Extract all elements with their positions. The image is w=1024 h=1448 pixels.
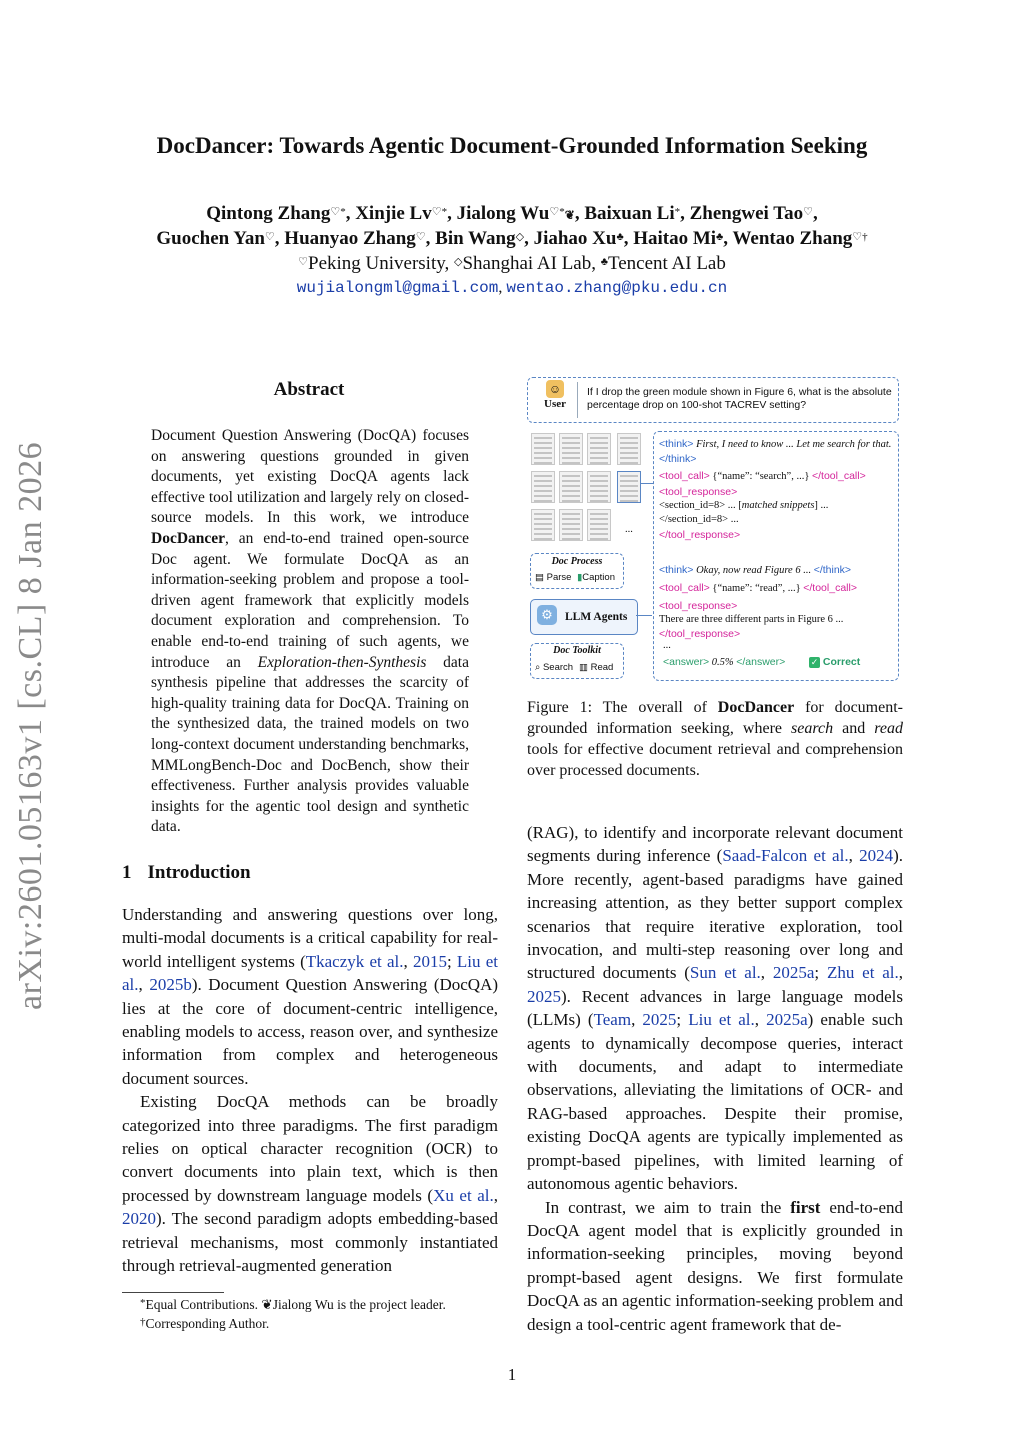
emails: wujialongml@gmail.com, wentao.zhang@pku.edu.cn xyxy=(296,279,728,297)
robot-icon: ⚙ xyxy=(537,605,557,625)
citation-link[interactable]: Zhu et al., 2025 xyxy=(527,963,903,1006)
author: Xinjie Lv♡* xyxy=(355,203,448,224)
footnote-corresponding: †Corresponding Author. xyxy=(140,1316,270,1331)
author: Haitao Mi♣ xyxy=(633,228,724,249)
trace-answer: <answer> 0.5% </answer> xyxy=(663,656,786,668)
citation-link[interactable]: Xu et al., 2020 xyxy=(122,1185,498,1229)
doc-process-label: Doc Process xyxy=(551,556,603,567)
user-question: If I drop the green module shown in Figure 6, what is the absolute percentage drop on 100-shot TACREV setting? xyxy=(587,386,892,411)
footnote-rule xyxy=(122,1292,224,1293)
authors-line-1: Qintong Zhang♡*, Xinjie Lv♡*, Jialong Wu♡*❦, Baixuan Li*, Zhengwei Tao♡, xyxy=(206,203,818,224)
parse-tool: ▤ Parse xyxy=(535,572,572,583)
author: Qintong Zhang♡* xyxy=(206,203,346,224)
citation-link[interactable]: Sun et al., 2025a xyxy=(689,963,815,983)
user-block: ☺ User xyxy=(544,382,566,410)
correct-badge: ✓ Correct xyxy=(810,656,861,668)
citation-link[interactable]: Saad-Falcon et al., 2024 xyxy=(722,846,894,866)
abstract-heading: Abstract xyxy=(273,379,345,400)
citation-link[interactable]: Liu et al., 2025a xyxy=(688,1010,808,1030)
section-heading: 1 Introduction xyxy=(122,862,251,883)
leaf-icon: ❦ xyxy=(261,1297,273,1312)
document-icon: ▤ xyxy=(535,572,544,583)
author: Jialong Wu♡*❦ xyxy=(456,203,575,224)
check-icon: ✓ xyxy=(810,657,819,667)
trace-call-1: <tool_call> {“name”: “search”, ...} </tool_call> xyxy=(659,470,866,482)
abstract-body: Document Question Answering (DocQA) focuses on answering questions grounded in given documents, yet existing DocQA agents lack effective tool utilization and largely rely on closed-source models. In this work, we introduce DocDancer, an end-to-end trained open-source Doc agent. We formulate DocQA as an information-seeking problem and propose a tool-driven agent framework that explicitly models document exploration and comprehension. To enable end-to-end training of such agents, we introduce an Exploration-then-Synthesis data synthesis pipeline that addresses the scarcity of high-quality training data for DocQA. Training on the synthesized data, the trained models on two long-context document understanding benchmarks, MMLongBench-Doc and DocBench, show their effectiveness. Further analysis provides valuable insights for the agentic tool design and synthetic data. xyxy=(151,427,469,836)
author: Bin Wang◇ xyxy=(435,228,525,249)
doc-toolkit-label: Doc Toolkit xyxy=(553,645,601,656)
paragraph: In contrast, we aim to train the first end-to-end DocQA agent model that is explicitly grounded in information-seeking principles, moving beyond prompt-based agent designs. We first formulate DocQA as an agentic information-seeking problem and design a tool-centric agent framework that de- xyxy=(527,1197,904,1334)
figure-1 xyxy=(527,377,901,683)
trace-response-1: <section_id=8> ... [matched snippets] ... xyxy=(659,500,829,511)
chart-icon: ▮ xyxy=(577,572,583,583)
paragraph: (RAG), to identify and incorporate relevant document segments during inference (Saad-Falcon et al., 2024). More recently, agent-based paradigms have gained increasing attention, as they better support complex scenarios that require iterative exploration, tool invocation, and multi-step reasoning over long and structured documents (Sun et al., 2025a; Zhu et al., 2025). Recent advances in large language models (LLMs) (Team, 2025; Liu et al., 2025a) enable such agents to dynamically decompose queries, interact with documents, and adapt to intermediate observations, alleviating the limitations of OCR- and RAG-based approaches. Despite their promise, existing DocQA agents are typically implemented as prompt-based pipelines, with limited learning of autonomous agentic behaviors. xyxy=(527,823,904,1194)
trace-response-close: </tool_response> xyxy=(659,628,741,640)
user-avatar-icon: ☺ xyxy=(546,380,564,398)
trace-step-1: <think> First, I need to know ... Let me search for that. </think> xyxy=(659,438,892,465)
leaf-icon: ❦ xyxy=(564,208,575,222)
author: Baixuan Li* xyxy=(584,203,681,224)
trace-response-1b: </section_id=8> ... xyxy=(659,514,739,525)
authors-line-2: Guochen Yan♡, Huanyao Zhang♡, Bin Wang◇, Jiahao Xu♣, Haitao Mi♣, Wentao Zhang♡† xyxy=(156,228,868,249)
trace-response-2: There are three different parts in Figure 6 ... xyxy=(659,614,844,625)
citation-link[interactable]: Tkaczyk et al., 2015 xyxy=(305,951,447,971)
author: Guochen Yan♡ xyxy=(156,228,275,249)
trace-call-2: <tool_call> {“name”: “read”, ...} </tool_call> xyxy=(659,582,857,594)
intro-left-column xyxy=(122,903,498,1278)
trace-response-open: <tool_response> xyxy=(659,600,738,612)
affiliations: ♡Peking University, ◇Shanghai AI Lab, ♣Tencent AI Lab xyxy=(298,253,726,274)
intro-right-column xyxy=(527,821,903,1336)
citation-link[interactable]: Liu et al., 2025b xyxy=(122,951,499,995)
author: Huanyao Zhang♡ xyxy=(284,228,426,249)
citation-link[interactable]: Team, 2025 xyxy=(593,1010,677,1030)
llm-agents-label: LLM Agents xyxy=(565,611,628,623)
paragraph: Understanding and answering questions over long, multi-modal documents is a critical capability for real-world intelligent systems (Tkaczyk et al., 2015; Liu et al., 2025b). Document Question Answering (DocQA) lies at the core of document-centric intelligence, enabling models to access, reason over, and synthesize information from complex and heterogeneous document sources. xyxy=(122,905,499,1088)
paper-title: DocDancer: Towards Agentic Document-Grounded Information Seeking xyxy=(156,133,868,158)
trace-response-open: <tool_response> xyxy=(659,486,738,498)
page-number: 1 xyxy=(507,1365,517,1384)
trace-response-close: </tool_response> xyxy=(659,529,741,541)
book-icon: ▥ xyxy=(579,662,588,673)
arxiv-stamp: arXiv:2601.05163v1 [cs.CL] 8 Jan 2026 xyxy=(12,441,49,1010)
author: Zhengwei Tao♡ xyxy=(689,203,813,224)
search-icon: ⌕ xyxy=(535,662,541,673)
author: Wentao Zhang♡† xyxy=(732,228,868,249)
author: Jiahao Xu♣ xyxy=(533,228,624,249)
paragraph: Existing DocQA methods can be broadly categorized into three paradigms. The first paradigm relies on optical character recognition (OCR) to convert documents into plain text, which is then processed by downstream language models (Xu et al., 2020). The second paradigm adopts embedding-based retrieval mechanisms, most commonly instantiated through retrieval-augmented generation xyxy=(122,1092,498,1276)
email-link[interactable]: wujialongml@gmail.com xyxy=(296,279,499,297)
search-tool: ⌕ Search xyxy=(535,662,574,673)
figure-caption: Figure 1: The overall of DocDancer for document-grounded information seeking, where search and read tools for effective document retrieval and comprehension over processed documents. xyxy=(527,699,903,779)
caption-tool: ▮Caption xyxy=(577,572,615,583)
trace-step-2: <think> Okay, now read Figure 6 ... </think> xyxy=(659,564,852,576)
ellipsis: ... xyxy=(625,524,633,535)
email-link[interactable]: wentao.zhang@pku.edu.cn xyxy=(506,279,728,297)
trace-ellipsis: ... xyxy=(663,640,671,651)
footnote-equal-contribution: *Equal Contributions. ❦Jialong Wu is the project leader. xyxy=(140,1297,446,1312)
read-tool: ▥ Read xyxy=(579,662,614,673)
